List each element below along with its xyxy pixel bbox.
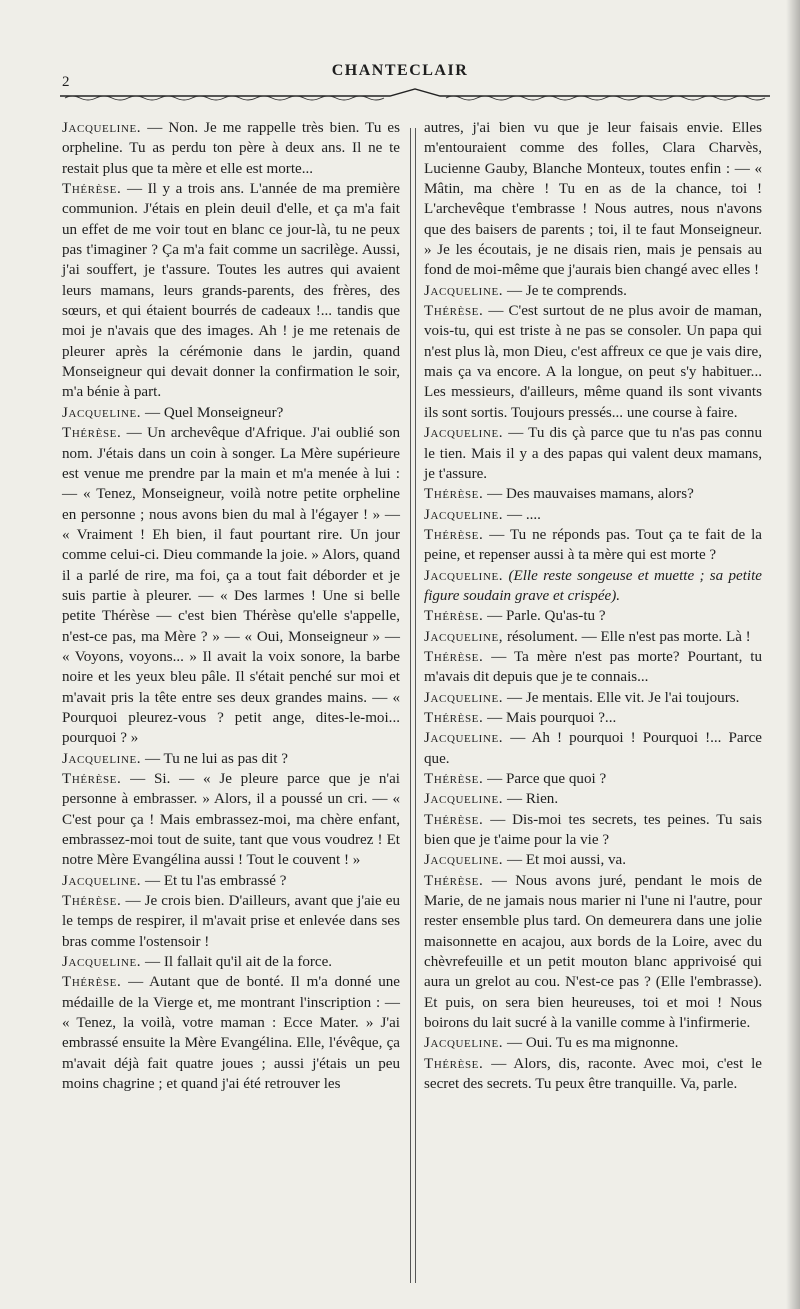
speaker-name: Jacqueline.	[424, 425, 504, 442]
speaker-name: Jacqueline.	[62, 404, 142, 421]
speaker-name: Thérèse.	[62, 425, 122, 442]
dialogue-paragraph	[424, 525, 762, 566]
page-edge-shadow	[786, 0, 800, 1309]
dialogue-text: — Mais pourquoi ?...	[483, 709, 617, 726]
speaker-name: Thérèse.	[424, 486, 484, 503]
speaker-name: Thérèse.	[424, 771, 484, 787]
speaker-name: Thérèse.	[62, 771, 122, 787]
dialogue-text: — Il fallait qu'il ait de la force.	[141, 954, 333, 971]
dialogue-text: autres, j'ai bien vu que je leur faisais envie. Elles m'entouraient comme des folles, Clara Charvès, Lucienne Gauby, Blanche Monteux, toutes enfin : — « Mâtin, ma chère ! Tu en as de la chance, toi ! L'archevêque t'embrasse ! Nous autres, nous n'avons que des baisers de parents ; toi, il te faut Monseigneur. » Je les écoutais, je ne disais rien, mais je pensais au fond de moi-même que j'aurais bien changé avec elles !	[424, 120, 762, 279]
page-number: 2	[62, 74, 70, 90]
speaker-name: Thérèse.	[424, 608, 484, 625]
dialogue-text: — Je te comprends.	[503, 282, 627, 299]
dialogue-text: — Tu ne lui as pas dit ?	[141, 750, 288, 767]
dialogue-paragraph	[424, 708, 762, 728]
dialogue-text: — Non. Je me rappelle très bien. Tu es orpheline. Tu as perdu ton père à deux ans. Il ne te restait plus que ta mère et elle est morte...	[62, 120, 400, 177]
speaker-name: Jacqueline.	[62, 872, 142, 889]
speaker-name: Thérèse.	[424, 648, 484, 665]
dialogue-paragraph	[62, 972, 400, 1094]
dialogue-paragraph	[424, 281, 762, 301]
speaker-name: Thérèse.	[62, 181, 122, 198]
dialogue-text: — C'est surtout de ne plus avoir de maman, vois-tu, qui est triste à ne pas se consoler. Un papa qui n'est plus là, mon Dieu, c'est affreux ce que je vais dire, mais ça va encore. A la longue, on peut s'y habituer... Les messieurs, d'ailleurs, même quand ils sont vivants ils sont sortis. Toujours pressés... une course à faire.	[424, 303, 762, 421]
dialogue-paragraph	[62, 952, 400, 972]
dialogue-text: — Oui. Tu es ma mignonne.	[503, 1035, 679, 1052]
speaker-name: Thérèse.	[424, 811, 484, 828]
speaker-name: Jacqueline.	[424, 791, 504, 808]
dialogue-text: — Si. — « Je pleure parce que je n'ai personne à embrasser. » Alors, il a poussé un cri. — « C'est pour ça ! Mais embrassez-moi, ma chère enfant, embrassez-moi tout de suite, tant que vous voudrez ! Et notre Mère Evangélina aussi ! Tout le couvent ! »	[62, 771, 400, 869]
right-column	[424, 118, 762, 1095]
dialogue-paragraph	[424, 647, 762, 688]
dialogue-text: (Elle reste songeuse et muette ; sa petite figure soudain grave et crispée).	[424, 567, 762, 604]
speaker-name: Thérèse.	[62, 893, 122, 910]
dialogue-text: — Tu dis çà parce que tu n'as pas connu le tien. Mais il y a des papas qui valent deux mamans, je t'assure.	[424, 425, 762, 482]
speaker-name: Jacqueline.	[424, 506, 504, 523]
dialogue-paragraph	[62, 749, 400, 769]
dialogue-text: — Et moi aussi, va.	[503, 852, 627, 869]
dialogue-text: — Alors, dis, raconte. Avec moi, c'est le secret des secrets. Tu peux être tranquille. Va, parle.	[424, 1055, 762, 1093]
dialogue-text: — Des mauvaises mamans, alors?	[483, 486, 694, 503]
speaker-name: Jacqueline.	[62, 750, 142, 767]
dialogue-text: — Je crois bien. D'ailleurs, avant que j'aie eu le temps de respirer, il m'avait prise et enlevée dans ses bras comme l'ostensoir !	[62, 893, 400, 950]
speaker-name: Thérèse.	[62, 974, 122, 991]
dialogue-paragraph	[62, 769, 400, 871]
dialogue-text: — Ta mère n'est pas morte? Pourtant, tu m'avais dit depuis que je te connais...	[424, 648, 762, 686]
dialogue-paragraph	[424, 789, 762, 809]
dialogue-paragraph	[424, 301, 762, 423]
speaker-name: Jacqueline.	[424, 852, 504, 869]
dialogue-text: — Nous avons juré, pendant le mois de Marie, de ne jamais nous marier ni l'une ni l'autre, pour rester ensemble plus tard. On demeurera dans une jolie maisonnette en acajou, aux bords de la Loire, avec du chèvrefeuille et un petit mouton blanc apprivoisé qui aura un grelot au cou. N'est-ce pas ? (Elle l'embrasse). Et puis, on sera bien heureuses, toi et moi ! Nous boirons du lait sucré à la vanille comme à l'infirmerie.	[424, 872, 762, 1032]
dialogue-paragraph	[424, 423, 762, 484]
speaker-name: Thérèse.	[424, 872, 484, 889]
dialogue-paragraph	[424, 871, 762, 1034]
dialogue-text: — ....	[503, 506, 541, 523]
dialogue-paragraph	[424, 1054, 762, 1095]
dialogue-paragraph	[424, 118, 762, 281]
dialogue-paragraph	[62, 871, 400, 891]
speaker-name: Jacqueline,	[424, 628, 504, 645]
dialogue-text: — Tu ne réponds pas. Tout ça te fait de la peine, et repenser aussi à ta mère qui est morte ?	[424, 526, 762, 564]
dialogue-paragraph	[424, 1033, 762, 1053]
speaker-name: Thérèse.	[424, 709, 484, 726]
dialogue-text: — Ah ! pourquoi ! Pourquoi !... Parce que.	[424, 730, 762, 767]
dialogue-paragraph	[424, 505, 762, 525]
dialogue-paragraph	[424, 627, 762, 647]
dialogue-text: — Il y a trois ans. L'année de ma première communion. J'étais en plein deuil d'elle, et ça m'a fait un effet de me voir tout en blanc ce jour-là, tu ne peux pas t'imaginer ? Ça m'a fait comme un sacrilège. Aussi, j'ai souffert, je t'assure. Toutes les autres qui avaient leurs mamans, leurs grands-parents, des frères, des sœurs, et qui étaient bourrés de cadeaux !... tandis que moi je n'avais que des images. Ah ! je me retenais de pleurer après la cérémonie dans le jardin, quand Monseigneur qui devait donner la confirmation le soir, m'a bénie à part.	[62, 181, 400, 401]
dialogue-text: — Autant que de bonté. Il m'a donné une médaille de la Vierge et, me montrant l'inscription : — « Tenez, la voilà, votre maman : Ecce Mater. » J'ai embrassé ensuite la Mère Evangélina. Elle, l'évêque, ça m'avait déjà fait quatre joues ; aussi j'étais un peu moins chagrine ; et quand j'ai été retrouver les	[62, 974, 400, 1093]
left-column	[62, 118, 400, 1095]
running-head-title: CHANTECLAIR	[331, 62, 469, 79]
dialogue-paragraph	[424, 769, 762, 789]
dialogue-paragraph	[62, 423, 400, 749]
speaker-name: Thérèse.	[424, 303, 484, 320]
speaker-name: Jacqueline.	[62, 954, 142, 971]
speaker-name: Jacqueline.	[424, 1035, 504, 1052]
dialogue-paragraph	[424, 606, 762, 626]
dialogue-text: — Dis-moi tes secrets, tes peines. Tu sais bien que je t'aime pour la vie ?	[424, 811, 762, 849]
dialogue-paragraph	[424, 728, 762, 769]
dialogue-text: — Parce que quoi ?	[483, 771, 607, 787]
speaker-name: Jacqueline.	[424, 730, 504, 747]
dialogue-text: — Rien.	[503, 791, 559, 808]
dialogue-paragraph	[424, 850, 762, 870]
dialogue-paragraph	[62, 403, 400, 423]
dialogue-text: — Un archevêque d'Afrique. J'ai oublié son nom. J'étais dans un coin à songer. La Mère supérieure est venue me prendre par la main et m'a menée à lui : — « Tenez, Monseigneur, voilà notre petite orpheline en personne ; nous avons bien du mal à l'égayer ! » — « Vraiment ! Eh bien, il faut pourtant rire. Un jour comme celui-ci. Dieu commande la joie. » Alors, quand il a parlé de rire, ma foi, ça a tout fait déborder et je suis partie à pleurer. — « Des larmes ! Une si belle petite Thérèse — c'est bien Thérèse qu'elle s'appelle, n'est-ce pas, ma Mère ? » — « Oui, Monseigneur » — « Voyons, voyons... » Il avait la voix sonore, la barbe noire et les yeux bleu pâle. Il s'était penché sur moi et m'avait pris la tête entre ses deux grandes mains. — « Pourquoi pleurez-vous ? petit ange, dites-le-moi... pourquoi ? »	[62, 425, 400, 747]
dialogue-paragraph	[62, 179, 400, 403]
dialogue-text: — Et tu l'as embrassé ?	[141, 872, 287, 889]
dialogue-paragraph	[424, 566, 762, 607]
speaker-name: Jacqueline.	[424, 689, 504, 706]
speaker-name: Jacqueline.	[424, 567, 504, 584]
dialogue-text: — Quel Monseigneur?	[141, 404, 284, 421]
dialogue-paragraph	[424, 688, 762, 708]
column-divider	[410, 128, 416, 1283]
dialogue-text: résolument. — Elle n'est pas morte. Là !	[503, 628, 751, 645]
speaker-name: Jacqueline.	[424, 282, 504, 299]
dialogue-paragraph	[62, 118, 400, 179]
dialogue-text: — Je mentais. Elle vit. Je l'ai toujours.	[503, 689, 740, 706]
speaker-name: Thérèse.	[424, 526, 484, 543]
ornamental-rule	[60, 86, 770, 102]
dialogue-text: — Parle. Qu'as-tu ?	[483, 608, 606, 625]
dialogue-paragraph	[424, 484, 762, 504]
speaker-name: Jacqueline.	[62, 120, 142, 136]
speaker-name: Thérèse.	[424, 1055, 484, 1072]
dialogue-paragraph	[62, 891, 400, 952]
dialogue-paragraph	[424, 810, 762, 851]
